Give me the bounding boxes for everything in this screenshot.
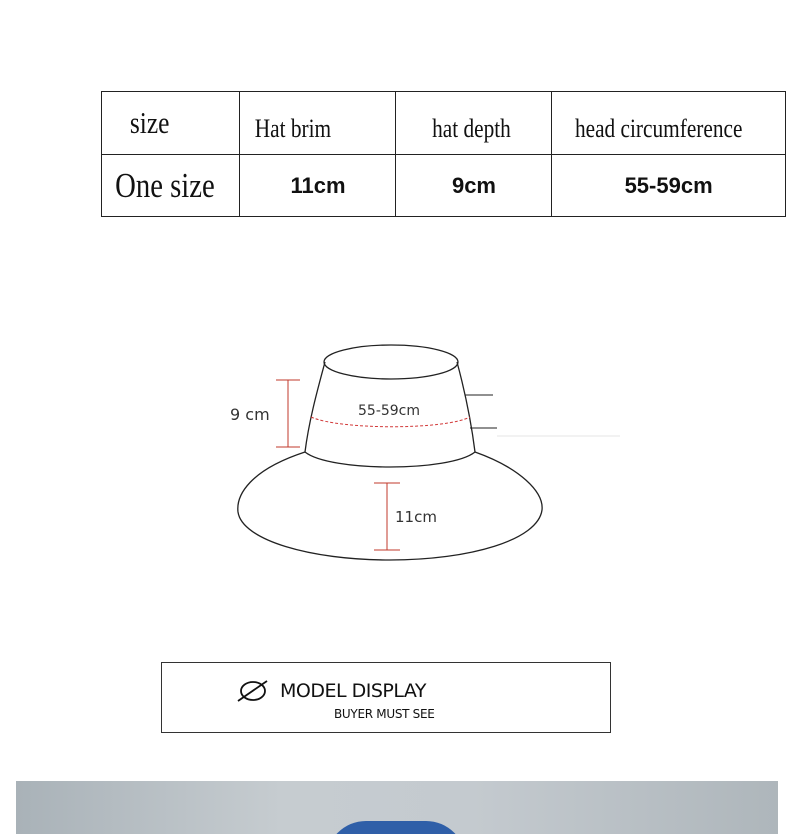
value-hat-depth: 9cm [396,155,552,217]
model-display-title: MODEL DISPLAY [280,680,427,702]
header-size: size [129,105,170,140]
circumference-label: 55-59cm [358,403,421,419]
model-display-banner [161,662,611,733]
model-photo [16,781,778,834]
depth-label: 9 cm [230,405,270,424]
header-head-circumference: head circumference [575,114,743,143]
blue-hat-image [326,821,466,834]
brim-label: 11cm [395,508,437,526]
hat-brim-outline [238,452,542,560]
value-hat-brim: 11cm [240,155,396,217]
value-head-circumference: 55-59cm [552,155,785,217]
value-size: One size [115,165,215,205]
header-hat-brim: Hat brim [255,114,332,143]
strikethrough-circle-icon [234,679,270,703]
hat-crown-top [324,345,458,379]
header-hat-depth: hat depth [432,114,512,143]
model-display-subtitle: BUYER MUST SEE [334,707,435,721]
